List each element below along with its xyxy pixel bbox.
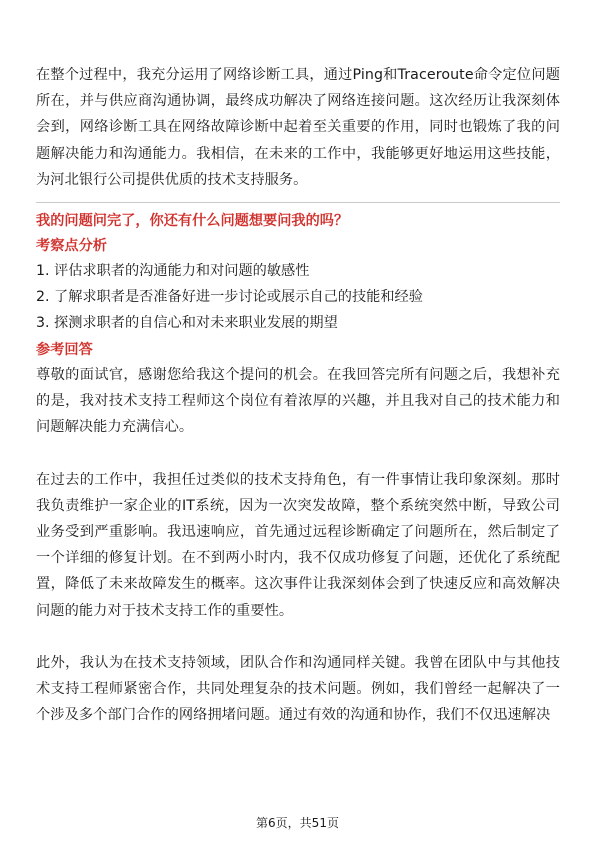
analysis-point: 2. 了解求职者是否准备好进一步讨论或展示自己的技能和经验 <box>36 289 423 306</box>
paragraph-spacer <box>36 624 560 650</box>
document-page <box>36 62 560 728</box>
page-number: 第6页，共51页 <box>256 816 339 830</box>
answer-paragraph: 尊敬的面试官，感谢您给我这个提问的机会。在我回答完所有问题之后，我想补充的是，我对技术支持工程师这个岗位有着浓厚的兴趣，并且我对自己的技术能力和问题解决能力充满信心。 <box>36 367 560 436</box>
intro-paragraph: 在整个过程中，我充分运用了网络诊断工具，通过Ping和Traceroute命令定位问题所在，并与供应商沟通协调，最终成功解决了网络连接问题。这次经历让我深刻体会到，网络诊断工具在网络故障诊断中起着至关重要的作用，同时也锻炼了我的问题解决能力和沟通能力。我相信，在未来的工作中，我能够更好地运用这些技能，为河北银行公司提供优质的技术支持服务。 <box>36 67 560 188</box>
answer-paragraph: 此外，我认为在技术支持领域，团队合作和沟通同样关键。我曾在团队中与其他技术支持工程师紧密合作，共同处理复杂的技术问题。例如，我们曾经一起解决了一个涉及多个部门合作的网络拥堵问题。通过有效的沟通和协作，我们不仅迅速解决 <box>36 654 560 724</box>
answer-paragraph: 在过去的工作中，我担任过类似的技术支持角色，有一件事情让我印象深刻。那时我负责维护一家企业的IT系统，因为一次突发故障，整个系统突然中断，导致公司业务受到严重影响。我迅速响应，首先通过远程诊断确定了问题所在，然后制定了一个详细的修复计划。在不到两小时内，我不仅成功修复了问题，还优化了系统配置，降低了未来故障发生的概率。这次事件让我深刻体会到了快速反应和高效解决问题的能力对于技术支持工作的重要性。 <box>36 471 560 619</box>
analysis-point: 1. 评估求职者的沟通能力和对问题的敏感性 <box>36 263 310 280</box>
paragraph-spacer <box>36 441 560 467</box>
analysis-point: 3. 探测求职者的自信心和对未来职业发展的期望 <box>36 315 338 332</box>
answer-title: 参考回答 <box>36 342 93 359</box>
interview-question: 我的问题问完了，你还有什么问题想要问我的吗？ <box>36 213 349 230</box>
section-divider <box>36 202 560 203</box>
analysis-points-list <box>36 258 560 336</box>
analysis-title: 考察点分析 <box>36 238 107 255</box>
